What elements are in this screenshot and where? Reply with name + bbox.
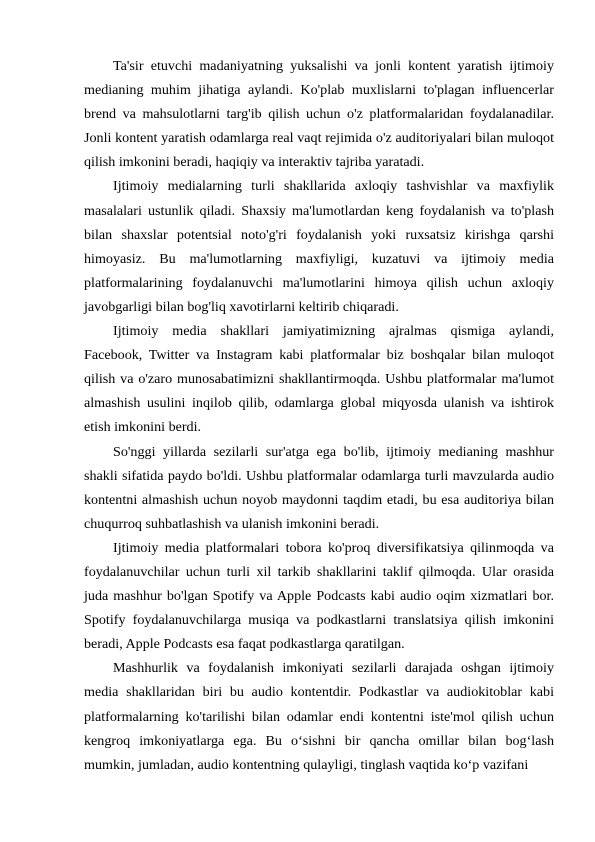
paragraph-social-media-forms: Ijtimoiy media shakllari jamiyatimizning ajralmas qismiga aylandi, Facebook, Twitter va Instagram kabi platformalar biz boshqalar bilan muloqot qilish va o'zaro munosabatimizni shakllantirmoqda. Ushbu platformalar ma'lumot almashish usulini inqilob qilib, odamlarga global miqyosda ulanish va ishtirok etish imkonini berdi. bbox=[84, 323, 554, 436]
paragraph-ethics-privacy: Ijtimoiy medialarning turli shakllarida axloqiy tashvishlar va maxfiylik masalalari ustunlik qiladi. Shaxsiy ma'lumotlardan keng foydalanish va to'plash bilan shaxslar potentsial noto'g'ri foydalanish yoki ruxsatsiz kirishga qarshi himoyasiz. Bu ma'lumotlarning maxfiyligi, kuzatuvi va ijtimoiy media platformalarining foydalanuvchi ma'lumotlarini himoya qilish uchun axloqiy javobgarligi bilan bog'liq xavotirlarni keltirib chiqaradi. bbox=[84, 178, 554, 315]
paragraph-recent-years: So'nggi yillarda sezilarli sur'atga ega bo'lib, ijtimoiy medianing mashhur shakli sifatida paydo bo'ldi. Ushbu platformalar odamlarga turli mavzularda audio kontentni almashish uchun noyob maydonni taqdim etadi, bu esa auditoriya bilan chuqurroq suhbatlashish va ulanish imkonini beradi. bbox=[84, 443, 554, 532]
paragraph-audio-content: Mashhurlik va foydalanish imkoniyati sezilarli darajada oshgan ijtimoiy media shakllaridan biri bu audio kontentdir. Podkastlar va audiokitoblar kabi platformalarning ko'tarilishi bilan odamlar endi kontentni iste'mol qilish uchun kengroq imkoniyatlarga ega. Bu o‘sishni bir qancha omillar bilan bog‘lash mumkin, jumladan, audio kontentning qulayligi, tinglash vaqtida ko‘p vazifani bbox=[84, 660, 554, 773]
paragraph-influencers: Ta'sir etuvchi madaniyatning yuksalishi va jonli kontent yaratish ijtimoiy medianing muhim jihatiga aylandi. Ko'plab muxlislarni to'plagan influencerlar brend va mahsulotlarni targ'ib qilish uchun o'z platformalaridan foydalanadilar. Jonli kontent yaratish odamlarga real vaqt rejimida o'z auditoriyalari bilan muloqot qilish imkonini beradi, haqiqiy va interaktiv tajriba yaratadi. bbox=[84, 58, 554, 171]
document-page bbox=[84, 54, 554, 777]
paragraph-platform-diversification: Ijtimoiy media platformalari tobora ko'proq diversifikatsiya qilinmoqda va foydalanuvchilar uchun turli xil tarkib shakllarini taklif qilmoqda. Ular orasida juda mashhur bo'lgan Spotify va Apple Podcasts kabi audio oqim xizmatlari bor. Spotify foydalanuvchilarga musiqa va podkastlarni translatsiya qilish imkonini beradi, Apple Podcasts esa faqat podkastlarga qaratilgan. bbox=[84, 539, 554, 653]
